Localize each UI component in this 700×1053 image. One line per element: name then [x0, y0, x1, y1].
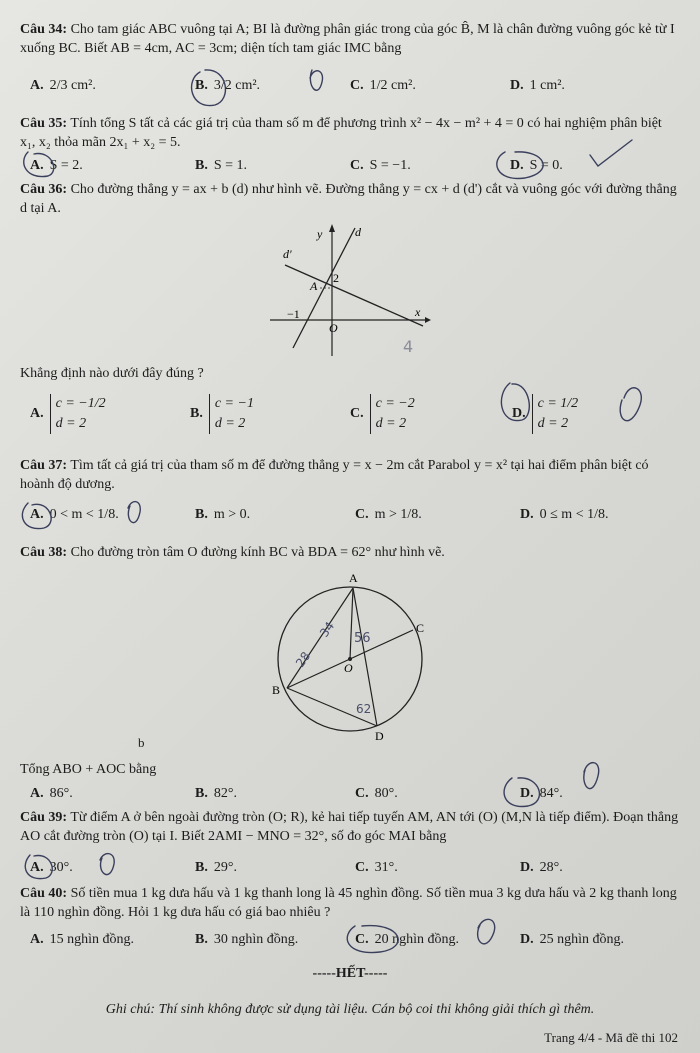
label-o: O	[344, 661, 353, 675]
question-39	[20, 808, 680, 846]
handwritten-56: 56	[354, 631, 371, 646]
end-mark: -----HẾT-----	[312, 966, 388, 981]
option-c[interactable]: C. 31°.	[355, 860, 398, 875]
handwritten-28: 28	[292, 649, 314, 670]
question-34	[20, 20, 680, 58]
page-info: Trang 4/4 - Mã đề thi 102	[544, 1030, 678, 1045]
option-a[interactable]: A. 30°.	[30, 860, 73, 875]
option-d[interactable]: D. 0 ≤ m < 1/8.	[520, 507, 609, 522]
question-35	[20, 114, 680, 152]
option-a[interactable]: A. 0 < m < 1/8.	[30, 507, 119, 522]
options-34	[30, 78, 680, 102]
options-35	[30, 158, 680, 182]
question-label: Câu 39:	[20, 810, 68, 825]
label-d-prime: d'	[283, 247, 292, 261]
question-text: Cho đường tròn tâm O đường kính BC và BDA = 62° như hình vẽ.	[70, 545, 445, 560]
question-text: Từ điểm A ở bên ngoài đường tròn (O; R), kẻ hai tiếp tuyến AM, AN tới (O) (M,N là tiếp điểm). Đoạn thẳng AO cắt đường tròn (O) tại I. Biết 2AMI − MNO = 32°, số đo góc MAI bằng	[20, 810, 679, 844]
question-label: Câu 38:	[20, 545, 68, 560]
question-text: Tìm tất cả giá trị của tham số m để đường thẳng y = x − 2m cắt Parabol y = x² tại hai điểm phân biệt có hoành độ dương.	[20, 458, 649, 492]
option-c[interactable]: C. m > 1/8.	[355, 507, 422, 522]
options-40	[30, 932, 680, 956]
question-text: Cho tam giác ABC vuông tại A; BI là đường phân giác trong của góc B̂, M là chân đường vuông góc kẻ từ I xuống BC. Biết AB = 4cm, AC = 3cm; diện tích tam giác IMC bằng	[20, 22, 675, 56]
option-b[interactable]: B. 82°.	[195, 786, 237, 801]
option-b[interactable]: B. S = 1.	[195, 158, 248, 173]
options-37	[30, 507, 680, 531]
label-a: A	[349, 571, 358, 585]
label-d: d	[355, 225, 361, 239]
option-b[interactable]: B.c = −1 d = 2	[190, 394, 254, 434]
question-text: Cho đường thẳng y = ax + b (d) như hình vẽ. Đường thẳng y = cx + d (d') cắt và vuông góc với đường thẳng d tại A.	[20, 182, 677, 216]
option-d[interactable]: D. 25 nghìn đồng.	[520, 932, 625, 947]
option-d[interactable]: D. S = 0.	[510, 158, 563, 173]
label-o: O	[329, 321, 338, 335]
option-a[interactable]: A. 2/3 cm².	[30, 78, 96, 93]
options-36	[30, 390, 680, 440]
label-c: C	[416, 621, 425, 635]
question-label: Câu 40:	[20, 886, 68, 901]
handwritten-four: 4	[403, 337, 414, 356]
question-38	[20, 543, 680, 562]
options-39	[30, 860, 680, 884]
question-label: Câu 36:	[20, 182, 68, 197]
label-b: B	[272, 683, 281, 697]
option-d[interactable]: D. 28°.	[520, 860, 563, 875]
circle-figure	[262, 568, 442, 748]
option-c[interactable]: C. S = −1.	[350, 158, 411, 173]
option-c[interactable]: C. 20 nghìn đồng.	[355, 932, 460, 947]
option-b[interactable]: B. m > 0.	[195, 507, 251, 522]
question-40	[20, 884, 680, 922]
option-a[interactable]: A. 15 nghìn đồng.	[30, 932, 135, 947]
option-d[interactable]: D. 1 cm².	[510, 78, 565, 93]
x-axis-arrow-icon	[425, 317, 431, 323]
question-37	[20, 456, 680, 494]
handwritten-34: 34	[316, 619, 338, 640]
y-axis-arrow-icon	[329, 224, 335, 232]
stray-letter-b: b	[138, 735, 145, 750]
options-38	[30, 786, 680, 810]
line-graph-figure	[265, 220, 435, 360]
option-a[interactable]: A.c = −1/2 d = 2	[30, 394, 106, 434]
option-b[interactable]: B. 30 nghìn đồng.	[195, 932, 299, 947]
label-y: y	[317, 227, 323, 241]
label-x: x	[415, 305, 421, 319]
label-minus-one: −1	[287, 307, 300, 321]
segment-ao	[350, 588, 353, 659]
question-36	[20, 180, 680, 218]
question-36-prompt: Khẳng định nào dưới đây đúng ?	[20, 366, 204, 381]
line-d	[285, 265, 423, 326]
label-a: A	[310, 279, 318, 293]
label-two: 2	[333, 271, 339, 285]
option-d[interactable]: D.c = 1/2 d = 2	[512, 394, 578, 434]
option-c[interactable]: C.c = −2 d = 2	[350, 394, 415, 434]
handwritten-62: 62	[356, 702, 372, 716]
footer-note: Ghi chú: Thí sinh không được sử dụng tài liệu. Cán bộ coi thi không giải thích gì thêm.	[105, 1002, 595, 1017]
option-c[interactable]: C. 1/2 cm².	[350, 78, 416, 93]
option-b[interactable]: B. 3/2 cm².	[195, 78, 261, 93]
question-text: Số tiền mua 1 kg dưa hấu và 1 kg thanh long là 45 nghìn đồng. Số tiền mua 3 kg dưa hấu và 2 kg thanh long là 110 nghìn đồng. Hỏi 1 kg dưa hấu có giá bao nhiêu ?	[20, 886, 677, 920]
option-b[interactable]: B. 29°.	[195, 860, 237, 875]
option-c[interactable]: C. 80°.	[355, 786, 398, 801]
option-a[interactable]: A. S = 2.	[30, 158, 83, 173]
question-label: Câu 34:	[20, 22, 68, 37]
question-label: Câu 35:	[20, 116, 68, 131]
question-38-prompt: Tổng ABO + AOC bằng	[20, 762, 157, 777]
option-d[interactable]: D. 84°.	[520, 786, 563, 801]
option-a[interactable]: A. 86°.	[30, 786, 73, 801]
question-label: Câu 37:	[20, 458, 68, 473]
question-text: Tính tổng S tất cả các giá trị của tham số m để phương trình x² − 4x − m² + 4 = 0 có hai nghiệm phân biệt x₁, x₂ thỏa mãn 2x₁ + x₂ = 5.	[20, 116, 662, 150]
label-d: D	[375, 729, 384, 743]
